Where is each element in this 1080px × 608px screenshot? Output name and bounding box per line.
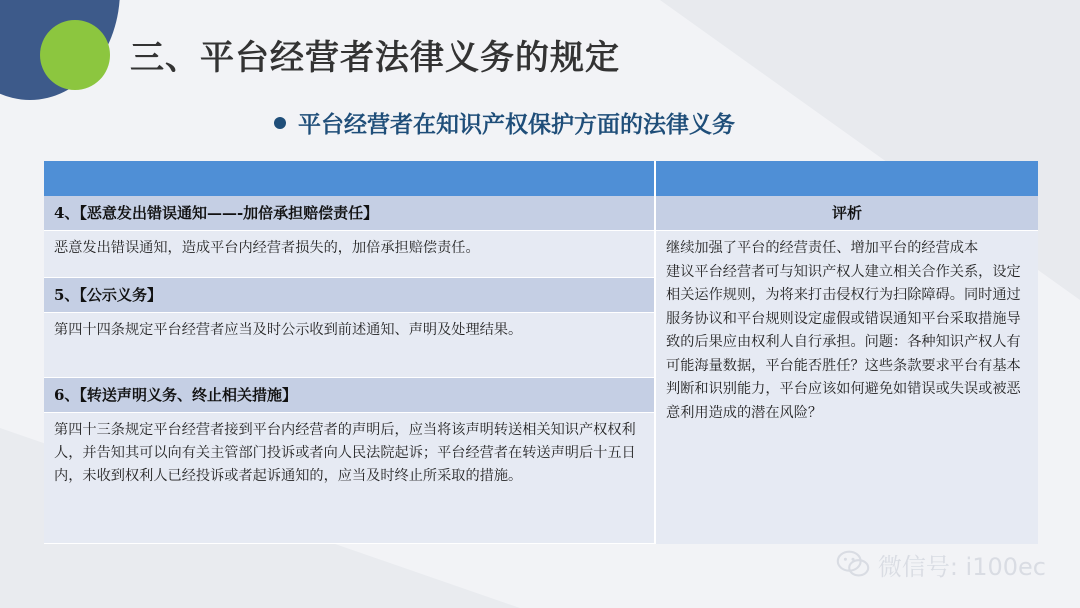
watermark: [834, 545, 1046, 583]
row-heading: 5、【公示义务】: [44, 278, 654, 313]
subtitle: 平台经营者在知识产权保护方面的法律义务: [298, 112, 735, 138]
row-heading: 4、【恶意发出错误通知——-加倍承担赔偿责任】: [44, 196, 654, 231]
table-header-left: [44, 161, 656, 196]
bullet-icon: [274, 117, 286, 129]
row-body: 第四十四条规定平台经营者应当及时公示收到前述通知、声明及处理结果。: [44, 313, 654, 378]
decorative-green-circle: [40, 20, 110, 90]
obligations-table: [44, 161, 1038, 544]
subtitle-row: [274, 106, 735, 139]
row-body: 第四十三条规定平台经营者接到平台内经营者的声明后，应当将该声明转送相关知识产权权利人，并告知其可以向有关主管部门投诉或者向人民法院起诉；平台经营者在转送声明后十五日内，未收到权利人已经投诉或者起诉通知的，应当及时终止所采取的措施。: [44, 413, 654, 544]
table-header-right: [656, 161, 1038, 196]
page-title: 三、平台经营者法律义务的规定: [130, 38, 620, 78]
row-heading: 6、【转送声明义务、终止相关措施】: [44, 378, 654, 413]
watermark-text: 微信号: i100ec: [877, 552, 1046, 581]
analysis-heading: 评析: [656, 196, 1038, 231]
analysis-column: [656, 196, 1038, 544]
wechat-icon: [834, 545, 872, 583]
row-body: 恶意发出错误通知，造成平台内经营者损失的，加倍承担赔偿责任。: [44, 231, 654, 278]
analysis-body: 继续加强了平台的经营责任、增加平台的经营成本 建议平台经营者可与知识产权人建立相关合作关系，设定相关运作规则，为将来打击侵权行为扫除障碍。同时通过服务协议和平台规则设定虚假或错误通知平台采取措施导致的后果应由权利人自行承担。问题：各种知识产权人有可能海量数据，平台能否胜任？这些条款要求平台有基本判断和识别能力，平台应该如何避免如错误或失误或被恶意利用造成的潜在风险？: [656, 231, 1038, 544]
provisions-column: [44, 196, 656, 544]
